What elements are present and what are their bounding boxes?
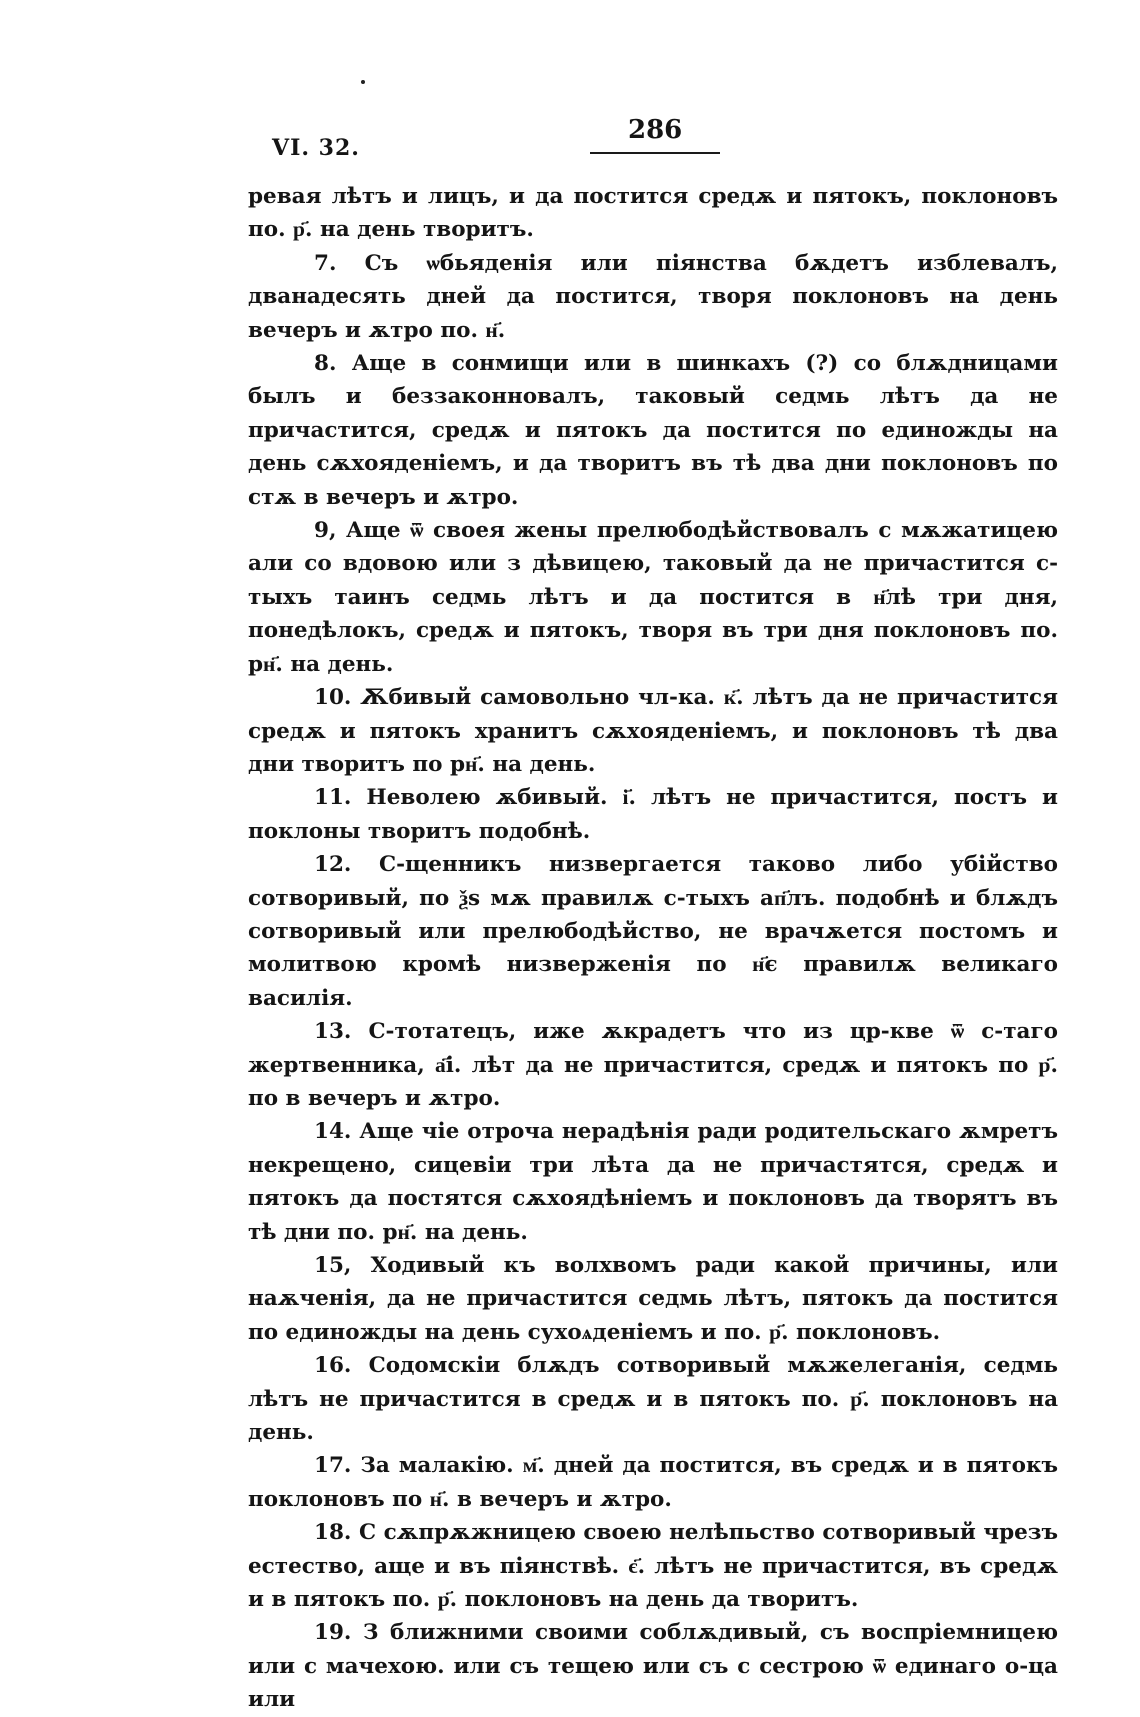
paragraph-15: 15, Ходивый къ волхвомъ ради какой причины, или наѫченія, да не причастится седмь лѣтъ, пятокъ да постится по единожды на день сухоѧденіемъ и по. р҃. поклоновъ. bbox=[248, 1253, 1058, 1345]
paragraph-14: 14. Аще чіе отроча нерадѣнія ради родительскаго ѫмретъ некрещено, сицевіи три лѣта да не причастятся, средѫ и пятокъ да постятся сѫхоядѣніемъ и поклоновъ да творятъ въ тѣ дни по. рн҃. на день. bbox=[248, 1119, 1058, 1245]
paragraph-11: 11. Неволею ѫбивый. і҃. лѣтъ не причастится, постъ и поклоны творитъ подобнѣ. bbox=[248, 785, 1058, 844]
paragraph-7: 7. Съ ѡбьяденія или піянства бѫдетъ изблевалъ, дванадесять дней да постится, творя поклоновъ на день вечеръ и ѫтро по. н҃. bbox=[248, 250, 1058, 343]
print-speck bbox=[361, 80, 365, 84]
section-reference: VI. 32. bbox=[272, 135, 360, 161]
page-number: 286 bbox=[628, 115, 683, 145]
paragraph-17: 17. За малакію. м҃. дней да постится, въ средѫ и в пятокъ поклоновъ по н҃. в вечеръ и ѫтро. bbox=[248, 1453, 1058, 1512]
paragraph-18: 18. С сѫпрѫжницею своею нелѣпьство сотворивый чрезъ естество, аще и въ піянствѣ. є҃. лѣтъ не причастится, въ средѫ и в пятокъ по. р҃. поклоновъ на день да творитъ. bbox=[248, 1520, 1058, 1613]
paragraph-13: 13. С-тотатецъ, иже ѫкрадетъ что из цр-кве ѿ с-таго жертвенника, а҃і. лѣт да не причастится, средѫ и пятокъ по р҃. по в вечеръ и ѫтро. bbox=[248, 1019, 1058, 1111]
page-number-rule bbox=[590, 152, 720, 154]
paragraph-12: 12. С-щенникъ низвергается таково либо убійство сотворивый, по ѯѕ мѫ правилѫ с-тыхъ ап҃лъ. подобнѣ и блѫдъ сотворивый или прелюбодѣйство, не врачѫется постомъ и молитвою кромѣ низверженія по н҃є правилѫ великаго василія. bbox=[248, 852, 1058, 1011]
paragraph-16: 16. Содомскіи блѫдъ сотворивый мѫжелеганія, седмь лѣтъ не причастится в средѫ и в пятокъ по. р҃. поклоновъ на день. bbox=[248, 1353, 1058, 1446]
paragraph-9: 9, Аще ѿ своея жены прелюбодѣйствовалъ с мѫжатицею али со вдовою или з дѣвицею, таковый да не причастится с-тыхъ таинъ седмь лѣтъ и да постится в н҃лѣ три дня, понедѣлокъ, средѫ и пятокъ, творя въ три дня поклоновъ по. рн҃. на день. bbox=[248, 518, 1058, 677]
paragraph-8: 8. Аще в сонмищи или в шинкахъ (?) со блѫдницами былъ и беззаконновалъ, таковый седмь лѣтъ да не причастится, средѫ и пятокъ да постится по единожды на день сѫхояденіемъ, и да творитъ въ тѣ два дни поклоновъ по стѫ в вечеръ и ѫтро. bbox=[248, 351, 1058, 510]
paragraph-10: 10. Ѫбивый самовольно чл-ка. к҃. лѣтъ да не причастится средѫ и пятокъ хранитъ сѫхояденіемъ, и поклоновъ тѣ два дни творитъ по рн҃. на день. bbox=[248, 685, 1058, 777]
paragraph-19: 19. З ближними своими соблѫдивый, съ воспріемницею или с мачехою. или съ тещею или съ с сестрою ѿ единаго о-ца или bbox=[248, 1620, 1058, 1713]
paragraph-continuation: ревая лѣтъ и лицъ, и да постится средѫ и пятокъ, поклоновъ по. р҃. на день творитъ. bbox=[248, 184, 1058, 243]
body-text bbox=[248, 180, 1058, 1717]
